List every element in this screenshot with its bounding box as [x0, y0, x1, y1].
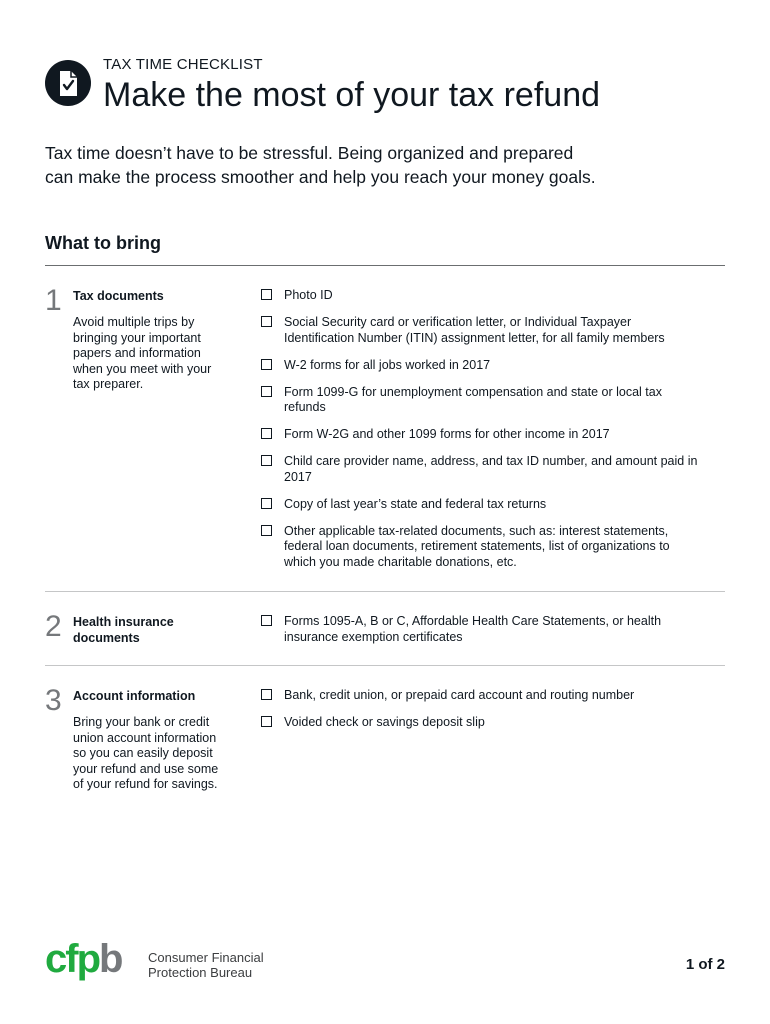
what-to-bring-heading: What to bring: [45, 233, 161, 253]
step-title: Tax documents: [73, 289, 164, 303]
checklist-item: [261, 315, 701, 346]
checklist-item-label: Form W-2G and other 1099 forms for other income in 2017: [284, 427, 610, 442]
checklist-item: [261, 688, 701, 704]
checklist-item: [261, 427, 701, 443]
checkbox[interactable]: [261, 455, 272, 466]
step-description: Bring your bank or credit union account information so you can easily deposit your refund and use some of your refund for savings.: [73, 715, 219, 792]
step-divider: [45, 665, 725, 666]
intro-line-1: Tax time doesn’t have to be stressful. Being organized and prepared: [45, 143, 574, 163]
checklist-item-label: Other applicable tax-related documents, such as: interest statements, federal loan documents, retirement statements, list of organizations to which you made charitable donations, etc.: [284, 523, 670, 569]
step-title: Account information: [73, 689, 196, 703]
checklist-item: [261, 715, 701, 731]
checklist-item-label: Social Security card or verification letter, or Individual Taxpayer Identification Number (ITIN) assignment letter, for all family members: [284, 314, 665, 345]
section-divider: [45, 265, 725, 266]
checklist-item-label: Photo ID: [284, 288, 333, 302]
page-title: Make the most of your tax refund: [103, 76, 601, 114]
checklist-item-label: W-2 forms for all jobs worked in 2017: [284, 357, 491, 372]
agency-name: [148, 950, 264, 980]
checklist-item: [261, 614, 701, 645]
checklist-item-label: Voided check or savings deposit slip: [284, 714, 485, 729]
checklist-item-label: Child care provider name, address, and tax ID number, and amount paid in 2017: [284, 454, 698, 484]
checkbox[interactable]: [261, 716, 272, 727]
step-number: 1: [45, 284, 62, 317]
checklist-item: [261, 288, 701, 304]
checklist-item-label: Bank, credit union, or prepaid card account and routing number: [284, 688, 635, 702]
checkbox[interactable]: [261, 289, 272, 300]
page-number: 1 of 2: [685, 956, 725, 973]
checklist-item-label: Copy of last year’s state and federal tax returns: [284, 496, 547, 511]
checklist: [261, 288, 701, 582]
checklist-item: [261, 454, 701, 485]
checkbox[interactable]: [261, 386, 272, 397]
step-title: Health insurance documents: [73, 615, 174, 645]
checklist-item: [261, 358, 701, 374]
step-number: 3: [45, 684, 62, 717]
agency-name-line-2: Protection Bureau: [148, 965, 253, 980]
checklist: [261, 688, 701, 742]
checklist-item-label: Form 1099-G for unemployment compensation and state or local tax refunds: [284, 384, 662, 415]
cfpb-logo: [45, 938, 139, 986]
step-description: Avoid multiple trips by bringing your important papers and information when you meet with your tax preparer.: [73, 315, 212, 392]
intro-paragraph: [45, 141, 685, 189]
checkbox[interactable]: [261, 525, 272, 536]
checklist-document-icon: [45, 60, 91, 106]
svg-text:cfpb: cfpb: [45, 938, 122, 981]
checkbox[interactable]: [261, 498, 272, 509]
checklist-item: [261, 497, 701, 513]
checkbox[interactable]: [261, 428, 272, 439]
checklist-item: [261, 385, 701, 416]
checklist-item: [261, 524, 701, 571]
checkbox[interactable]: [261, 689, 272, 700]
intro-line-2: can make the process smoother and help you reach your money goals.: [45, 167, 596, 187]
agency-name-line-1: Consumer Financial: [148, 950, 264, 965]
page-eyebrow: TAX TIME CHECKLIST: [103, 56, 263, 73]
step-number: 2: [45, 610, 62, 643]
checkbox[interactable]: [261, 316, 272, 327]
checklist-item-label: Forms 1095-A, B or C, Affordable Health Care Statements, or health insurance exemption certificates: [284, 614, 662, 644]
checklist: [261, 614, 701, 657]
step-divider: [45, 591, 725, 592]
checkbox[interactable]: [261, 615, 272, 626]
checkbox[interactable]: [261, 359, 272, 370]
